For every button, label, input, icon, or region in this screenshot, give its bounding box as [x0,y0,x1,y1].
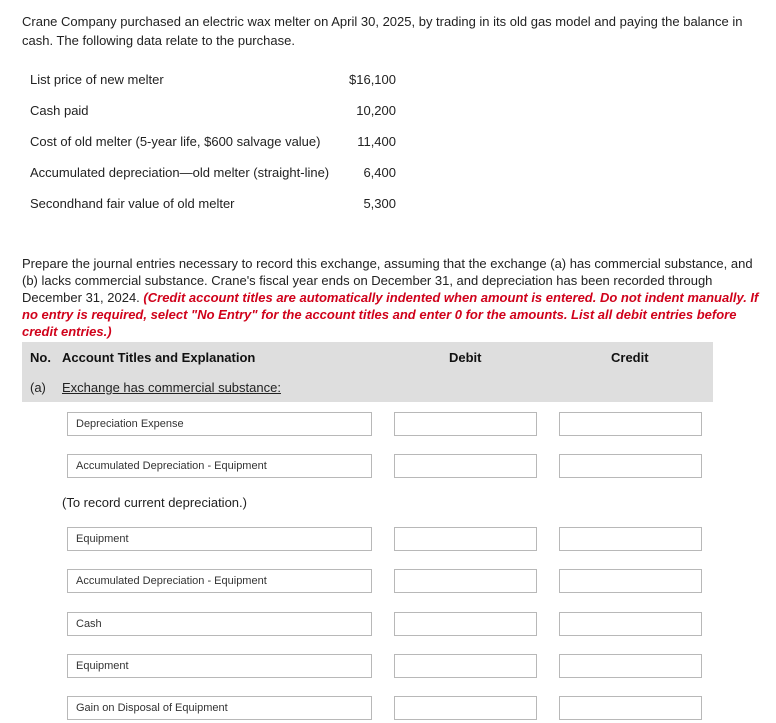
debit-field[interactable] [394,412,537,436]
problem-intro: Crane Company purchased an electric wax melter on April 30, 2025, by trading in its old gas model and paying the balance in cash. The following data relate to the purchase. [22,14,743,48]
data-row [30,134,410,154]
data-value: 5,300 [363,196,396,211]
col-header-no: No. [30,350,51,365]
debit-field[interactable] [394,569,537,593]
instructions-text: Prepare the journal entries necessary to record this exchange, assuming that the exchange (a) has commercial substance, and (b) lacks commercial substance. Crane's fiscal year ends on December 31, and depreciation has been recorded through December 31, 2024. [22,256,753,305]
data-value: 10,200 [356,103,396,118]
account-title-field[interactable]: Equipment [67,654,372,678]
entry-explanation: (To record current depreciation.) [62,495,247,510]
data-label: List price of new melter [30,72,164,87]
account-title-field[interactable]: Accumulated Depreciation - Equipment [67,569,372,593]
col-header-credit: Credit [611,350,649,365]
credit-field[interactable] [559,569,702,593]
data-row [30,72,410,92]
account-title-field[interactable]: Depreciation Expense [67,412,372,436]
credit-field[interactable] [559,654,702,678]
account-title-field[interactable]: Gain on Disposal of Equipment [67,696,372,720]
instructions-warning: (Credit account titles are automatically indented when amount is entered. Do not indent manually. If no entry is required, select "No Entry" for the account titles and enter 0 for the amounts. List all debit entries before credit entries.) [22,290,759,339]
account-title-field[interactable]: Accumulated Depreciation - Equipment [67,454,372,478]
debit-field[interactable] [394,527,537,551]
data-row [30,103,410,123]
col-header-account: Account Titles and Explanation [62,350,256,365]
part-label: (a) [30,380,46,395]
debit-field[interactable] [394,696,537,720]
data-row [30,196,410,216]
instructions [22,255,767,340]
data-value: $16,100 [349,72,396,87]
credit-field[interactable] [559,696,702,720]
part-title: Exchange has commercial substance: [62,380,281,395]
data-value: 6,400 [363,165,396,180]
data-row [30,165,410,185]
account-title-field[interactable]: Equipment [67,527,372,551]
data-value: 11,400 [357,134,396,149]
data-label: Accumulated depreciation—old melter (straight-line) [30,165,330,180]
credit-field[interactable] [559,527,702,551]
debit-field[interactable] [394,612,537,636]
credit-field[interactable] [559,412,702,436]
col-header-debit: Debit [449,350,482,365]
data-label: Secondhand fair value of old melter [30,196,235,211]
debit-field[interactable] [394,454,537,478]
debit-field[interactable] [394,654,537,678]
credit-field[interactable] [559,612,702,636]
data-label: Cash paid [30,103,89,118]
account-title-field[interactable]: Cash [67,612,372,636]
credit-field[interactable] [559,454,702,478]
data-label: Cost of old melter (5-year life, $600 salvage value) [30,134,321,149]
